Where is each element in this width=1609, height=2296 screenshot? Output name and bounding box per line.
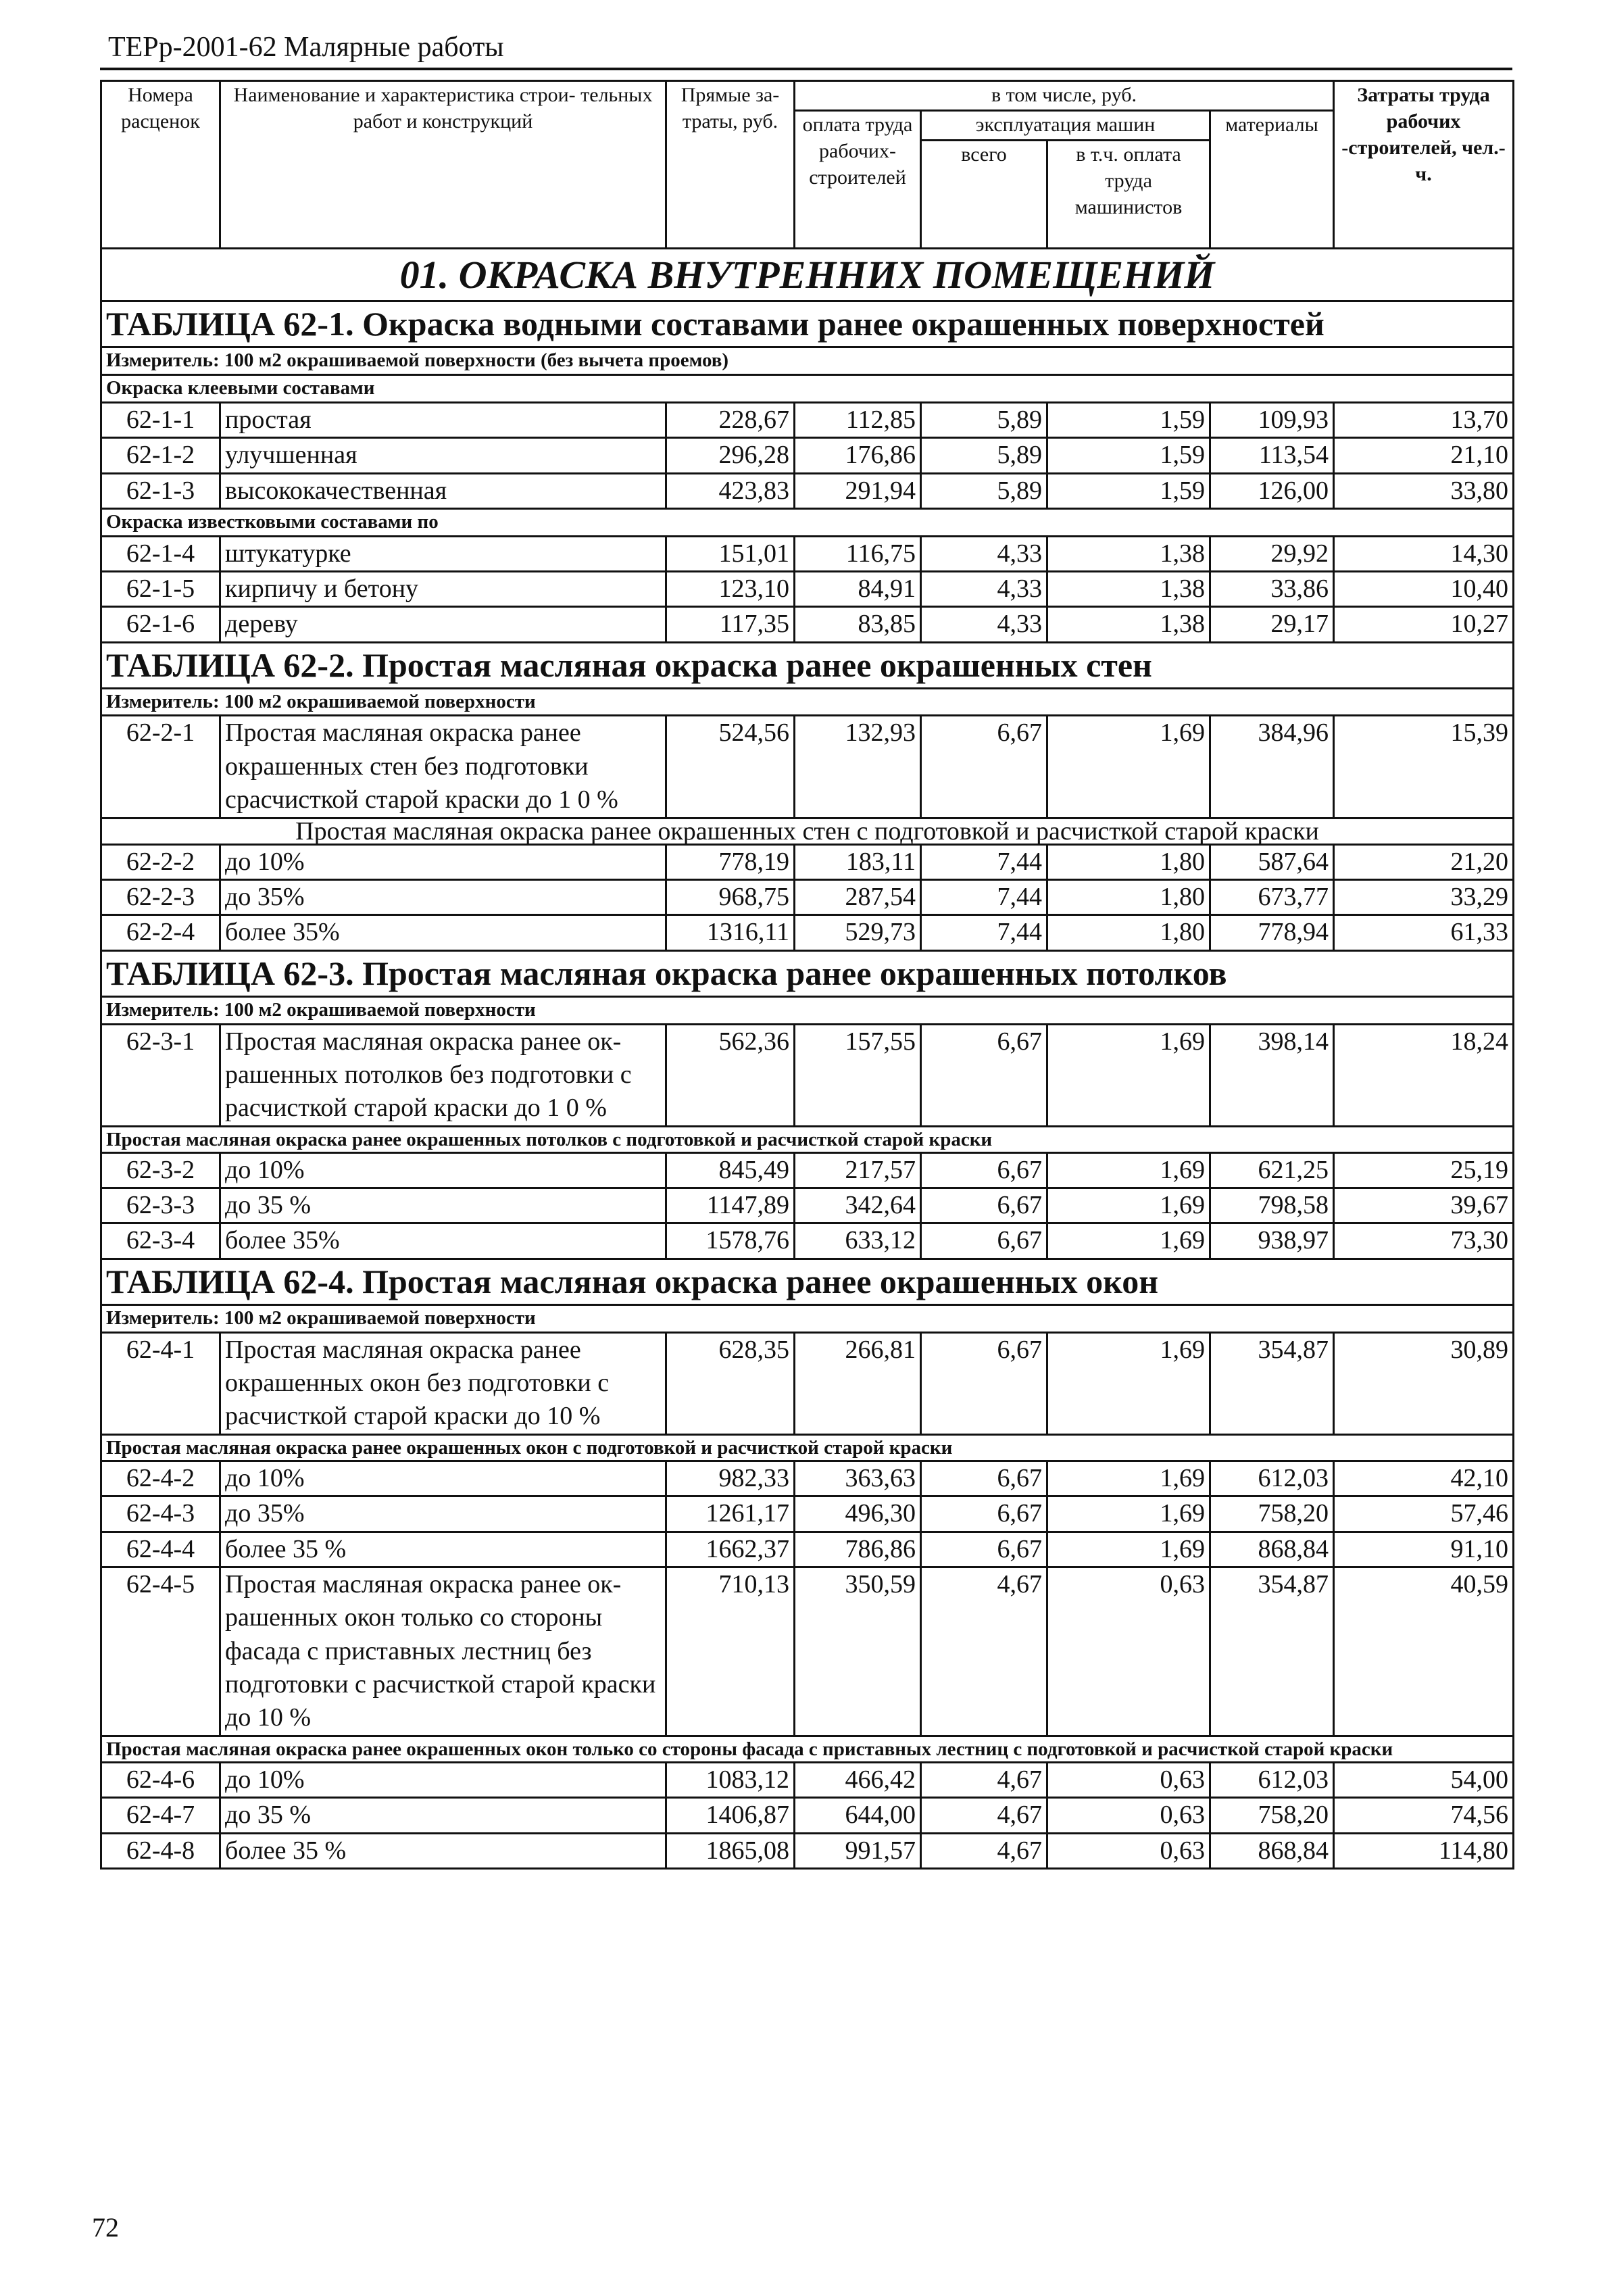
rate-code: 62-4-2 (101, 1461, 220, 1496)
materials-cost: 938,97 (1210, 1223, 1334, 1259)
machinist-pay: 1,69 (1047, 1332, 1210, 1434)
direct-costs: 562,36 (666, 1024, 795, 1126)
table-row (101, 1567, 1514, 1736)
machines-total: 6,67 (921, 1332, 1047, 1434)
labor-hours: 40,59 (1334, 1567, 1514, 1736)
labor-pay: 217,57 (795, 1152, 921, 1188)
rate-code: 62-1-2 (101, 438, 220, 473)
page-number: 72 (92, 2212, 119, 2243)
work-description: кирпичу и бетону (220, 572, 666, 607)
machines-total: 4,33 (921, 572, 1047, 607)
work-description: более 35 % (220, 1833, 666, 1868)
table-row (101, 1532, 1514, 1567)
col-header-labor: оплата труда рабочих- строителей (795, 111, 921, 249)
machines-total: 7,44 (921, 844, 1047, 879)
labor-hours: 73,30 (1334, 1223, 1514, 1259)
machinist-pay: 1,69 (1047, 1461, 1210, 1496)
labor-pay: 287,54 (795, 880, 921, 915)
labor-hours: 30,89 (1334, 1332, 1514, 1434)
labor-pay: 342,64 (795, 1188, 921, 1223)
group-subheader: Простая масляная окраска ранее окрашенных потолков с подготовкой и расчисткой старой краски (101, 1126, 1514, 1152)
materials-cost: 612,03 (1210, 1762, 1334, 1797)
labor-hours: 10,27 (1334, 607, 1514, 642)
materials-cost: 673,77 (1210, 880, 1334, 915)
group-subheader: Окраска клеевыми составами (101, 375, 1514, 403)
table-measure: Измеритель: 100 м2 окрашиваемой поверхности (101, 688, 1514, 716)
direct-costs: 117,35 (666, 607, 795, 642)
table-row (101, 1152, 1514, 1188)
direct-costs: 1662,37 (666, 1532, 795, 1567)
materials-cost: 354,87 (1210, 1332, 1334, 1434)
rates-table-frame (100, 80, 1512, 2027)
labor-pay: 466,42 (795, 1762, 921, 1797)
work-description: Простая масляная окраска ранее окрашенных окон без подготовки с расчисткой старой краски до 10 % (220, 1332, 666, 1434)
labor-hours: 14,30 (1334, 536, 1514, 571)
group-subheader: Простая масляная окраска ранее окрашенных окон только со стороны фасада с приставных лестниц с подготовкой и расчисткой старой краски (101, 1736, 1514, 1762)
direct-costs: 1316,11 (666, 915, 795, 950)
table-row (101, 844, 1514, 879)
labor-hours: 42,10 (1334, 1461, 1514, 1496)
table-title: ТАБЛИЦА 62-1. Окраска водными составами ранее окрашенных поверхностей (101, 301, 1514, 347)
labor-pay: 266,81 (795, 1332, 921, 1434)
labor-pay: 291,94 (795, 473, 921, 508)
labor-pay: 183,11 (795, 844, 921, 879)
rate-code: 62-4-8 (101, 1833, 220, 1868)
machinist-pay: 1,38 (1047, 572, 1210, 607)
machines-total: 4,67 (921, 1798, 1047, 1833)
labor-pay: 363,63 (795, 1461, 921, 1496)
col-header-machines-total: всего (921, 141, 1047, 249)
labor-hours: 39,67 (1334, 1188, 1514, 1223)
machines-total: 5,89 (921, 473, 1047, 508)
table-title: ТАБЛИЦА 62-4. Простая масляная окраска ранее окрашенных окон (101, 1259, 1514, 1304)
work-description: дереву (220, 607, 666, 642)
rate-code: 62-3-3 (101, 1188, 220, 1223)
machinist-pay: 1,69 (1047, 1532, 1210, 1567)
rate-code: 62-2-1 (101, 716, 220, 818)
materials-cost: 758,20 (1210, 1798, 1334, 1833)
labor-hours: 10,40 (1334, 572, 1514, 607)
col-header-name: Наименование и характеристика строи- тельных работ и конструкций (220, 81, 666, 249)
rate-code: 62-3-4 (101, 1223, 220, 1259)
machinist-pay: 1,59 (1047, 473, 1210, 508)
rate-code: 62-1-4 (101, 536, 220, 571)
table-row (101, 1461, 1514, 1496)
machines-total: 6,67 (921, 1188, 1047, 1223)
machinist-pay: 1,69 (1047, 716, 1210, 818)
col-header-direct: Прямые за- траты, руб. (666, 81, 795, 249)
work-description: до 10% (220, 1152, 666, 1188)
group-subheader: Простая масляная окраска ранее окрашенных стен с подготовкой и расчисткой старой краски (101, 818, 1514, 844)
labor-hours: 18,24 (1334, 1024, 1514, 1126)
work-description: более 35% (220, 915, 666, 950)
table-measure: Измеритель: 100 м2 окрашиваемой поверхности (101, 1304, 1514, 1332)
table-row (101, 572, 1514, 607)
work-description: более 35% (220, 1223, 666, 1259)
direct-costs: 1083,12 (666, 1762, 795, 1797)
header-rule (100, 68, 1512, 70)
materials-cost: 798,58 (1210, 1188, 1334, 1223)
direct-costs: 151,01 (666, 536, 795, 571)
labor-pay: 644,00 (795, 1798, 921, 1833)
machinist-pay: 1,69 (1047, 1223, 1210, 1259)
labor-hours: 25,19 (1334, 1152, 1514, 1188)
table-measure: Измеритель: 100 м2 окрашиваемой поверхности (без вычета проемов) (101, 347, 1514, 375)
table-title: ТАБЛИЦА 62-3. Простая масляная окраска ранее окрашенных потолков (101, 950, 1514, 996)
machinist-pay: 1,69 (1047, 1152, 1210, 1188)
direct-costs: 778,19 (666, 844, 795, 879)
work-description: до 35 % (220, 1188, 666, 1223)
work-description: до 35 % (220, 1798, 666, 1833)
rate-code: 62-3-2 (101, 1152, 220, 1188)
rates-table (100, 80, 1514, 1870)
machinist-pay: 1,69 (1047, 1496, 1210, 1532)
table-row (101, 1496, 1514, 1532)
rate-code: 62-4-6 (101, 1762, 220, 1797)
machinist-pay: 1,38 (1047, 607, 1210, 642)
table-row (101, 536, 1514, 571)
labor-pay: 991,57 (795, 1833, 921, 1868)
table-row (101, 1332, 1514, 1434)
group-subheader: Окраска известковыми составами по (101, 508, 1514, 536)
direct-costs: 845,49 (666, 1152, 795, 1188)
machines-total: 5,89 (921, 438, 1047, 473)
labor-hours: 54,00 (1334, 1762, 1514, 1797)
materials-cost: 778,94 (1210, 915, 1334, 950)
work-description: Простая масляная окраска ранее окрашенных стен без подготовки срасчисткой старой краски до 1 0 % (220, 716, 666, 818)
direct-costs: 1406,87 (666, 1798, 795, 1833)
col-header-code: Номера расценок (101, 81, 220, 249)
work-description: до 10% (220, 1762, 666, 1797)
labor-hours: 21,20 (1334, 844, 1514, 879)
materials-cost: 109,93 (1210, 402, 1334, 437)
direct-costs: 968,75 (666, 880, 795, 915)
machinist-pay: 1,59 (1047, 402, 1210, 437)
work-description: простая (220, 402, 666, 437)
direct-costs: 710,13 (666, 1567, 795, 1736)
machines-total: 6,67 (921, 1024, 1047, 1126)
machines-total: 6,67 (921, 1223, 1047, 1259)
machines-total: 4,33 (921, 536, 1047, 571)
col-header-materials: материалы (1210, 111, 1334, 249)
work-description: более 35 % (220, 1532, 666, 1567)
rates-table-body (101, 81, 1514, 1869)
rate-code: 62-2-3 (101, 880, 220, 915)
machinist-pay: 1,69 (1047, 1188, 1210, 1223)
machines-total: 4,67 (921, 1833, 1047, 1868)
rate-code: 62-2-4 (101, 915, 220, 950)
materials-cost: 113,54 (1210, 438, 1334, 473)
machinist-pay: 0,63 (1047, 1567, 1210, 1736)
rate-code: 62-1-3 (101, 473, 220, 508)
table-row (101, 607, 1514, 642)
section-title: 01. ОКРАСКА ВНУТРЕННИХ ПОМЕЩЕНИЙ (101, 249, 1514, 301)
labor-pay: 112,85 (795, 402, 921, 437)
machines-total: 6,67 (921, 1496, 1047, 1532)
table-row (101, 473, 1514, 508)
machines-total: 4,33 (921, 607, 1047, 642)
machinist-pay: 1,80 (1047, 880, 1210, 915)
materials-cost: 868,84 (1210, 1833, 1334, 1868)
materials-cost: 398,14 (1210, 1024, 1334, 1126)
table-row (101, 402, 1514, 437)
col-header-machines: эксплуатация машин (921, 111, 1210, 141)
machines-total: 7,44 (921, 880, 1047, 915)
table-row (101, 1833, 1514, 1868)
materials-cost: 384,96 (1210, 716, 1334, 818)
direct-costs: 524,56 (666, 716, 795, 818)
materials-cost: 33,86 (1210, 572, 1334, 607)
labor-pay: 83,85 (795, 607, 921, 642)
rate-code: 62-4-5 (101, 1567, 220, 1736)
machinist-pay: 1,69 (1047, 1024, 1210, 1126)
labor-hours: 33,80 (1334, 473, 1514, 508)
machines-total: 4,67 (921, 1762, 1047, 1797)
materials-cost: 612,03 (1210, 1461, 1334, 1496)
machines-total: 4,67 (921, 1567, 1047, 1736)
rate-code: 62-4-1 (101, 1332, 220, 1434)
rate-code: 62-2-2 (101, 844, 220, 879)
table-title: ТАБЛИЦА 62-2. Простая масляная окраска ранее окрашенных стен (101, 642, 1514, 688)
materials-cost: 354,87 (1210, 1567, 1334, 1736)
machinist-pay: 1,80 (1047, 844, 1210, 879)
direct-costs: 1578,76 (666, 1223, 795, 1259)
machinist-pay: 1,59 (1047, 438, 1210, 473)
labor-hours: 15,39 (1334, 716, 1514, 818)
rate-code: 62-1-5 (101, 572, 220, 607)
machinist-pay: 1,80 (1047, 915, 1210, 950)
direct-costs: 982,33 (666, 1461, 795, 1496)
work-description: Простая масляная окраска ранее ок- рашенных окон только со стороны фасада с приставных лестниц без подготовки с расчисткой старой краски до 10 % (220, 1567, 666, 1736)
table-row (101, 1798, 1514, 1833)
machines-total: 6,67 (921, 1461, 1047, 1496)
col-header-labor-hours: Затраты труда рабочих -строителей, чел.-ч. (1334, 81, 1514, 249)
labor-pay: 176,86 (795, 438, 921, 473)
direct-costs: 1261,17 (666, 1496, 795, 1532)
rate-code: 62-4-3 (101, 1496, 220, 1532)
machinist-pay: 0,63 (1047, 1833, 1210, 1868)
labor-pay: 496,30 (795, 1496, 921, 1532)
materials-cost: 758,20 (1210, 1496, 1334, 1532)
rate-code: 62-4-7 (101, 1798, 220, 1833)
materials-cost: 29,92 (1210, 536, 1334, 571)
rate-code: 62-1-6 (101, 607, 220, 642)
materials-cost: 621,25 (1210, 1152, 1334, 1188)
labor-pay: 350,59 (795, 1567, 921, 1736)
direct-costs: 296,28 (666, 438, 795, 473)
labor-pay: 529,73 (795, 915, 921, 950)
rate-code: 62-1-1 (101, 402, 220, 437)
table-row (101, 438, 1514, 473)
table-row (101, 1223, 1514, 1259)
labor-hours: 21,10 (1334, 438, 1514, 473)
direct-costs: 1147,89 (666, 1188, 795, 1223)
materials-cost: 587,64 (1210, 844, 1334, 879)
work-description: Простая масляная окраска ранее ок- рашенных потолков без подготовки с расчисткой старой краски до 1 0 % (220, 1024, 666, 1126)
labor-pay: 84,91 (795, 572, 921, 607)
machines-total: 5,89 (921, 402, 1047, 437)
labor-hours: 57,46 (1334, 1496, 1514, 1532)
materials-cost: 868,84 (1210, 1532, 1334, 1567)
labor-hours: 74,56 (1334, 1798, 1514, 1833)
direct-costs: 423,83 (666, 473, 795, 508)
direct-costs: 123,10 (666, 572, 795, 607)
direct-costs: 628,35 (666, 1332, 795, 1434)
labor-hours: 114,80 (1334, 1833, 1514, 1868)
materials-cost: 29,17 (1210, 607, 1334, 642)
table-row (101, 1762, 1514, 1797)
col-header-machinist-pay: в т.ч. оплата труда машинистов (1047, 141, 1210, 249)
table-row (101, 880, 1514, 915)
machinist-pay: 0,63 (1047, 1762, 1210, 1797)
labor-hours: 91,10 (1334, 1532, 1514, 1567)
machines-total: 6,67 (921, 1532, 1047, 1567)
machines-total: 6,67 (921, 716, 1047, 818)
group-subheader: Простая масляная окраска ранее окрашенных окон с подготовкой и расчисткой старой краски (101, 1434, 1514, 1461)
table-row (101, 716, 1514, 818)
labor-pay: 157,55 (795, 1024, 921, 1126)
table-row (101, 1188, 1514, 1223)
work-description: штукатурке (220, 536, 666, 571)
work-description: высококачественная (220, 473, 666, 508)
rate-code: 62-4-4 (101, 1532, 220, 1567)
page-header: ТЕРр-2001-62 Малярные работы (108, 32, 504, 63)
labor-hours: 33,29 (1334, 880, 1514, 915)
rate-code: 62-3-1 (101, 1024, 220, 1126)
table-measure: Измеритель: 100 м2 окрашиваемой поверхности (101, 996, 1514, 1024)
direct-costs: 1865,08 (666, 1833, 795, 1868)
work-description: до 35% (220, 1496, 666, 1532)
table-row (101, 1024, 1514, 1126)
col-header-including: в том числе, руб. (795, 81, 1334, 111)
labor-pay: 132,93 (795, 716, 921, 818)
machines-total: 7,44 (921, 915, 1047, 950)
labor-pay: 633,12 (795, 1223, 921, 1259)
labor-hours: 61,33 (1334, 915, 1514, 950)
labor-pay: 786,86 (795, 1532, 921, 1567)
work-description: до 35% (220, 880, 666, 915)
machinist-pay: 1,38 (1047, 536, 1210, 571)
work-description: до 10% (220, 1461, 666, 1496)
direct-costs: 228,67 (666, 402, 795, 437)
work-description: улучшенная (220, 438, 666, 473)
labor-pay: 116,75 (795, 536, 921, 571)
work-description: до 10% (220, 844, 666, 879)
table-row (101, 915, 1514, 950)
labor-hours: 13,70 (1334, 402, 1514, 437)
machinist-pay: 0,63 (1047, 1798, 1210, 1833)
materials-cost: 126,00 (1210, 473, 1334, 508)
machines-total: 6,67 (921, 1152, 1047, 1188)
